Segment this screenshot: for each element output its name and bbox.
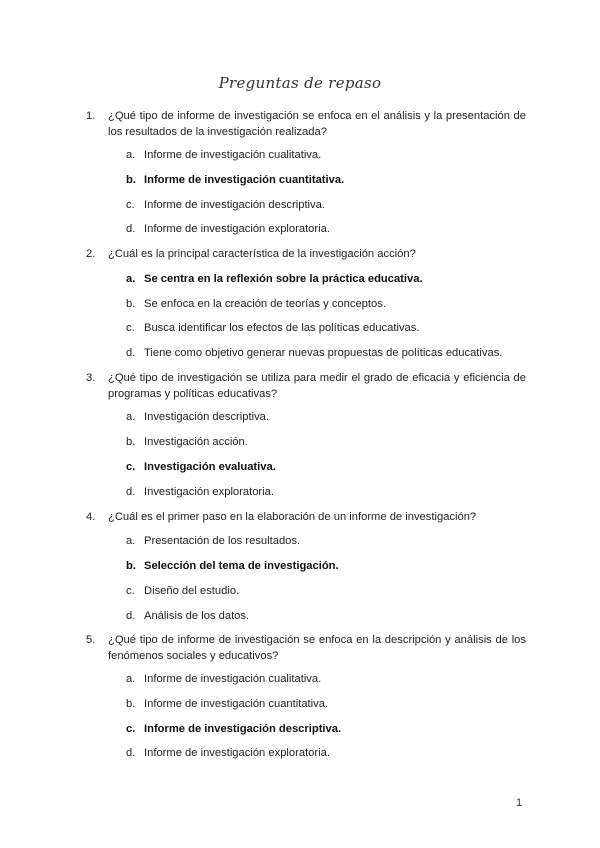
question-4 xyxy=(86,509,526,525)
option-1c: c. Informe de investigación descriptiva. xyxy=(126,199,325,211)
question-5 xyxy=(86,632,526,664)
question-number: 2. xyxy=(86,248,96,260)
option-3a: a. Investigación descriptiva. xyxy=(126,411,269,423)
question-1 xyxy=(86,108,526,140)
question-number: 3. xyxy=(86,372,96,384)
option-4b-correct: b. Selección del tema de investigación. xyxy=(126,560,339,572)
page-number: 1 xyxy=(516,797,523,809)
option-4d: d. Análisis de los datos. xyxy=(126,610,250,622)
option-5c-correct: c. Informe de investigación descriptiva. xyxy=(126,723,342,735)
question-text: ¿Qué tipo de investigación se utiliza para medir el grado de eficacia y eficiencia de programas y políticas educativas? xyxy=(108,372,526,400)
option-2d: d. Tiene como objetivo generar nuevas propuestas de políticas educativas. xyxy=(126,347,503,359)
question-text: ¿Qué tipo de informe de investigación se enfoca en el análisis y la presentación de los resultados de la investigación realizada? xyxy=(108,110,526,138)
question-number: 5. xyxy=(86,634,96,646)
question-text: ¿Qué tipo de informe de investigación se enfoca en la descripción y análisis de los fenómenos sociales y educativos? xyxy=(108,634,526,662)
option-3c-correct: c. Investigación evaluativa. xyxy=(126,461,276,473)
option-1a: a. Informe de investigación cualitativa. xyxy=(126,149,322,161)
question-text: ¿Cuál es la principal característica de la investigación acción? xyxy=(108,248,416,260)
option-4c: c. Diseño del estudio. xyxy=(126,585,240,597)
page-title: Preguntas de repaso xyxy=(218,74,382,92)
option-3b: b. Investigación acción. xyxy=(126,436,248,448)
question-text: ¿Cuál es el primer paso en la elaboración de un informe de investigación? xyxy=(108,511,477,523)
question-number: 1. xyxy=(86,110,96,122)
option-1b-correct: b. Informe de investigación cuantitativa. xyxy=(126,174,345,186)
option-2c: c. Busca identificar los efectos de las políticas educativas. xyxy=(126,322,420,334)
option-5d: d. Informe de investigación exploratoria. xyxy=(126,747,330,759)
option-4a: a. Presentación de los resultados. xyxy=(126,535,301,547)
option-1d: d. Informe de investigación exploratoria. xyxy=(126,223,330,235)
option-2a-correct: a. Se centra en la reflexión sobre la práctica educativa. xyxy=(126,273,423,285)
option-5b: b. Informe de investigación cuantitativa. xyxy=(126,698,329,710)
option-3d: d. Investigación exploratoria. xyxy=(126,486,274,498)
option-2b: b. Se enfoca en la creación de teorías y conceptos. xyxy=(126,298,386,310)
question-3 xyxy=(86,370,526,402)
question-2 xyxy=(86,246,526,262)
question-number: 4. xyxy=(86,511,96,523)
option-5a: a. Informe de investigación cualitativa. xyxy=(126,673,322,685)
